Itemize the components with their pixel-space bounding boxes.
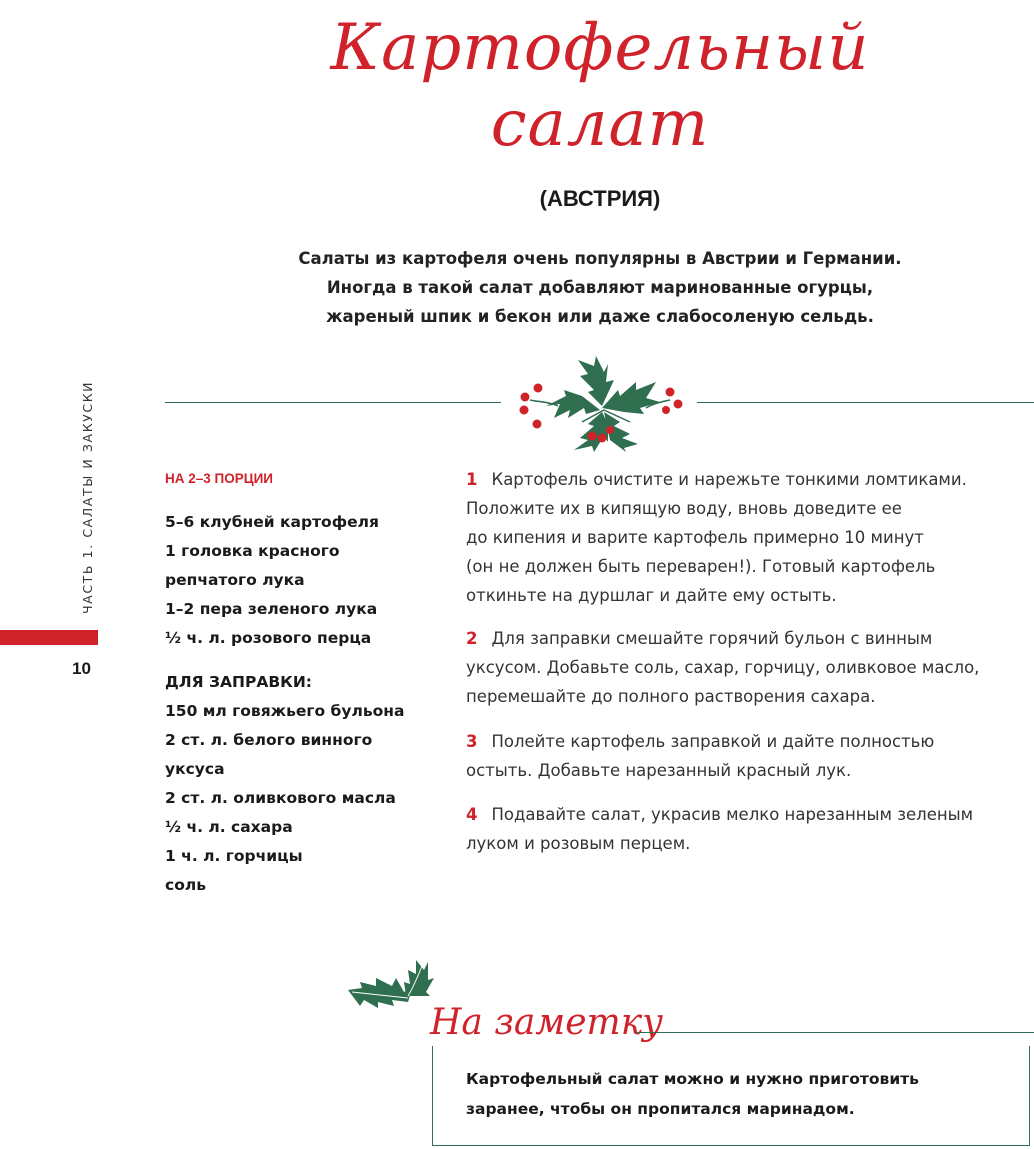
ingredient-line: ½ ч. л. розового перца	[165, 629, 372, 647]
recipe-title-line-2: салат	[490, 87, 710, 161]
ingredient-line: репчатого лука	[165, 571, 305, 589]
intro-line: жареный шпик и бекон или даже слабосоленую сельдь.	[326, 307, 874, 326]
step-line: Полейте картофель заправкой и дайте полностью	[491, 732, 935, 751]
page-tab-marker	[0, 630, 98, 645]
step-line: луком и розовым перцем.	[466, 834, 691, 853]
divider-right	[697, 402, 1034, 403]
note-line: Картофельный салат можно и нужно приготовить	[466, 1070, 919, 1088]
holly-icon	[510, 352, 690, 452]
step-line: Для заправки смешайте горячий бульон с винным	[491, 629, 933, 648]
step-line: перемешайте до полного растворения сахара.	[466, 687, 876, 706]
ingredient-line: соль	[165, 876, 206, 894]
step-3	[466, 727, 1034, 785]
page-number: 10	[72, 659, 91, 678]
holly-leaf-icon	[342, 952, 438, 1022]
ingredient-line: 2 ст. л. белого винного	[165, 731, 373, 749]
intro-line: Иногда в такой салат добавляют маринованные огурцы,	[326, 278, 874, 297]
ingredient-line: 1–2 пера зеленого лука	[165, 600, 378, 618]
step-1	[466, 465, 1034, 610]
intro-line: Салаты из картофеля очень популярны в Австрии и Германии.	[298, 249, 902, 268]
recipe-subtitle: (АВСТРИЯ)	[539, 186, 661, 211]
step-line: Картофель очистите и нарежьте тонкими ломтиками.	[491, 470, 967, 489]
dressing-list	[165, 668, 404, 900]
ingredient-line: 5–6 клубней картофеля	[165, 513, 379, 531]
step-number: 1	[466, 470, 478, 489]
step-line: (он не должен быть переварен!). Готовый картофель	[466, 557, 936, 576]
step-2	[466, 624, 1034, 711]
recipe-title-line-1: Картофельный	[330, 11, 870, 85]
step-4	[466, 800, 1034, 858]
step-line: откиньте на дуршлаг и дайте ему остыть.	[466, 586, 837, 605]
ingredient-line: 2 ст. л. оливкового масла	[165, 789, 396, 807]
ingredients-list	[165, 508, 379, 653]
note-line: заранее, чтобы он пропитался маринадом.	[466, 1100, 855, 1118]
step-line: Подавайте салат, украсив мелко нарезанным зеленым	[491, 805, 974, 824]
ingredient-line: 150 мл говяжьего бульона	[165, 702, 405, 720]
step-number: 2	[466, 629, 478, 648]
divider-left	[165, 402, 501, 403]
step-line: остыть. Добавьте нарезанный красный лук.	[466, 761, 852, 780]
chapter-label: ЧАСТЬ 1. САЛАТЫ И ЗАКУСКИ	[80, 380, 95, 614]
step-number: 3	[466, 732, 478, 751]
servings-heading: НА 2–3 ПОРЦИИ	[165, 471, 273, 486]
ingredient-line: ½ ч. л. сахара	[165, 818, 293, 836]
note-divider	[636, 1032, 1034, 1033]
step-line: Положите их в кипящую воду, вновь доведите ее	[466, 499, 902, 518]
step-line: уксусом. Добавьте соль, сахар, горчицу, оливковое масло,	[466, 658, 980, 677]
step-number: 4	[466, 805, 478, 824]
ingredient-line: 1 ч. л. горчицы	[165, 847, 303, 865]
dressing-heading: ДЛЯ ЗАПРАВКИ:	[165, 673, 313, 691]
ingredient-line: уксуса	[165, 760, 225, 778]
intro-paragraph	[200, 244, 1000, 331]
note-title: На заметку	[430, 1002, 664, 1043]
ingredient-line: 1 головка красного	[165, 542, 340, 560]
note-text	[466, 1064, 919, 1124]
step-line: до кипения и варите картофель примерно 10 минут	[466, 528, 924, 547]
